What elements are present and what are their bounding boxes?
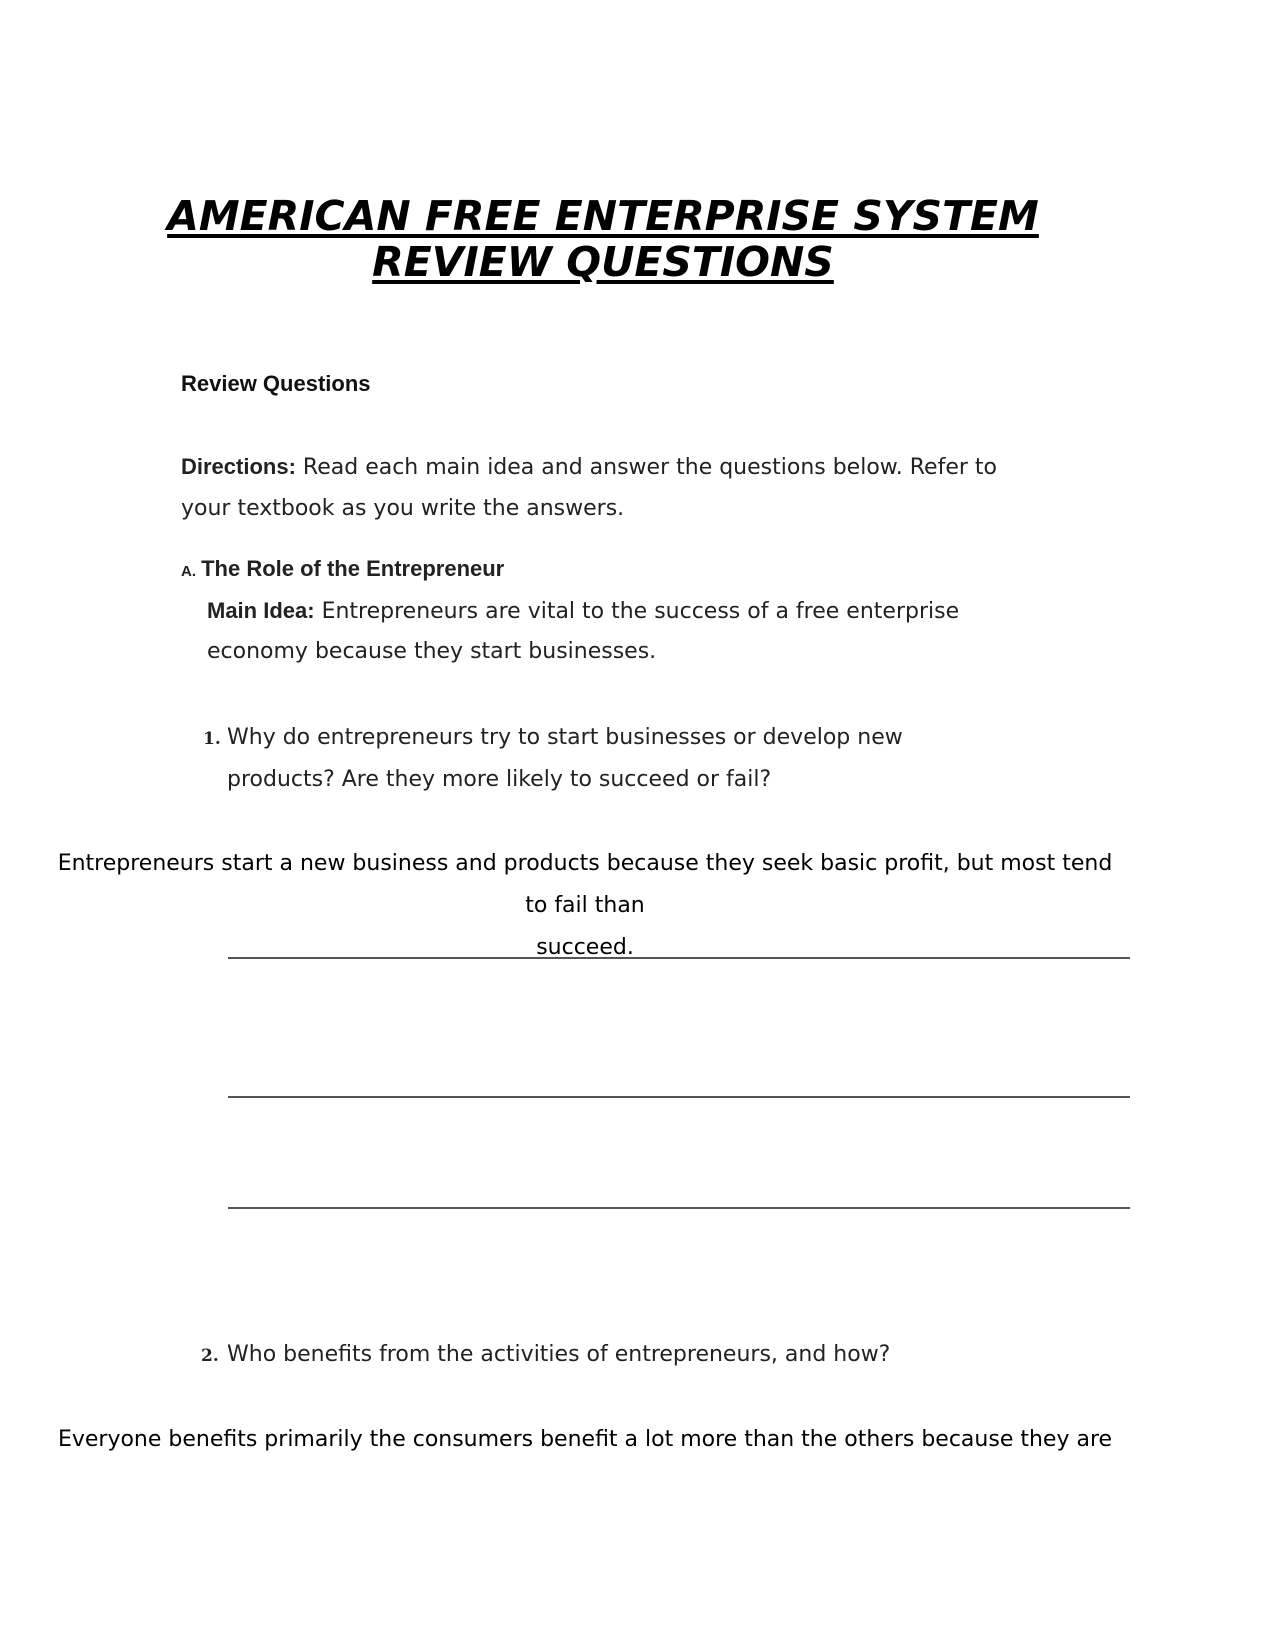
question-2-number: 2. <box>201 1346 219 1366</box>
answer-1-line-3: succeed. <box>536 935 634 960</box>
answer-2-line-1: Everyone benefits primarily the consumers benefit a lot more than the others because they are <box>57 1427 1113 1452</box>
answer-1-line-2: to fail than <box>525 893 645 918</box>
section-title: The Role of the Entrepreneur <box>201 556 505 581</box>
answer-rule <box>228 1207 1130 1209</box>
main-idea-text: Entrepreneurs are vital to the success of a free enterprise <box>314 599 960 624</box>
document-title-line-1: AMERICAN FREE ENTERPRISE SYSTEM <box>167 192 1039 240</box>
main-idea-label: Main Idea: <box>207 598 315 623</box>
question-2-line-1: Who benefits from the activities of entrepreneurs, and how? <box>227 1342 891 1367</box>
directions-label: Directions: <box>181 454 296 479</box>
directions-text: Read each main idea and answer the questions below. Refer to <box>295 455 997 480</box>
directions-line-2: your textbook as you write the answers. <box>181 496 625 521</box>
question-1-number: 1. <box>203 729 221 749</box>
main-idea-line-2: economy because they start businesses. <box>207 639 657 664</box>
main-idea-line-1 <box>207 598 959 625</box>
section-marker: A. <box>181 563 196 580</box>
directions-line-1 <box>181 454 997 481</box>
answer-rule <box>228 1096 1130 1098</box>
question-1-line-1: Why do entrepreneurs try to start businesses or develop new <box>227 725 903 750</box>
subheading: Review Questions <box>181 371 371 396</box>
answer-rule <box>228 957 1130 959</box>
document-title-line-2: REVIEW QUESTIONS <box>372 238 834 286</box>
section-a-heading <box>181 556 504 582</box>
question-1-line-2: products? Are they more likely to succeed or fail? <box>227 767 772 792</box>
answer-1-line-1: Entrepreneurs start a new business and products because they seek basic profit, but most tend <box>57 851 1113 876</box>
